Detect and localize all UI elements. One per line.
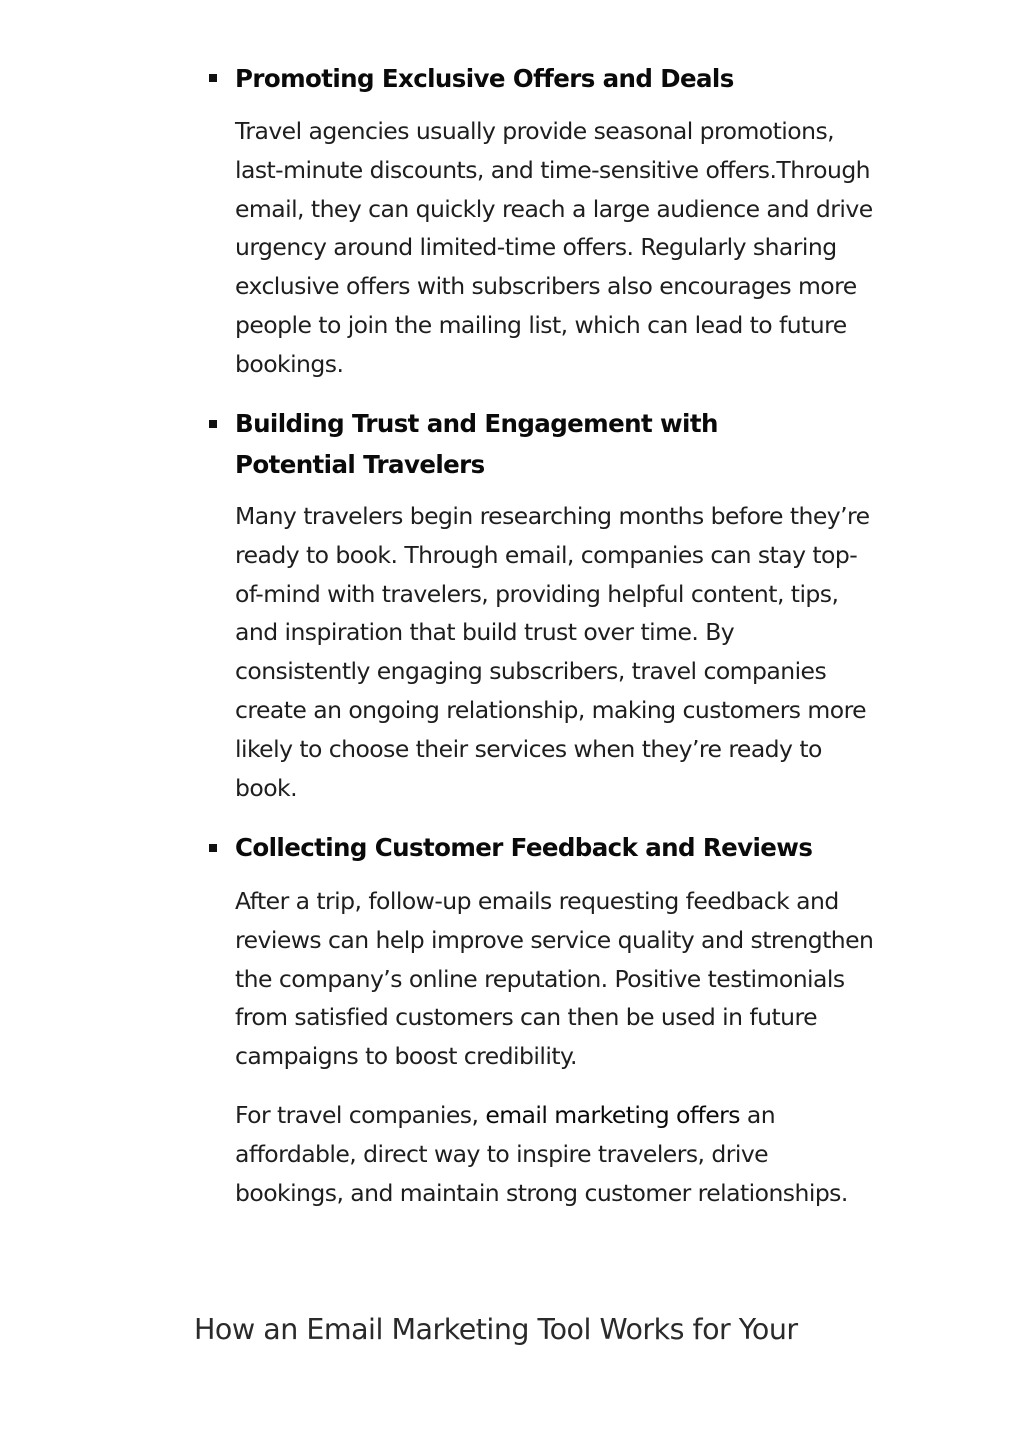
square-bullet-icon: [209, 74, 217, 82]
list-item-body: Travel agencies usually provide seasonal promotions, last-minute discounts, and time-sensitive offers.Through email, they can quickly reach a large audience and drive urgency around limited-time offers. Regularly sharing exclusive offers with subscribers also encourages more people to join the mailing list, which can lead to future bookings.: [235, 117, 873, 378]
list-item-heading: Collecting Customer Feedback and Reviews: [235, 833, 813, 862]
closing-prefix: For travel companies,: [235, 1101, 486, 1129]
list-item-heading: Building Trust and Engagement with Potential Travelers: [235, 409, 718, 479]
list-item-body: After a trip, follow-up emails requesting feedback and reviews can help improve service quality and strengthen the company’s online reputation. Positive testimonials from satisfied customers can then be used in future campaigns to boost credibility.: [235, 887, 874, 1071]
email-marketing-link[interactable]: email marketing offers: [485, 1101, 740, 1129]
square-bullet-icon: [209, 844, 217, 852]
list-item-body: Many travelers begin researching months before they’re ready to book. Through email, companies can stay top-of-mind with travelers, providing helpful content, tips, and inspiration that build trust over time. By consistently engaging subscribers, travel companies create an ongoing relationship, making customers more likely to choose their services when they’re ready to book.: [235, 502, 870, 802]
list-item-heading: Promoting Exclusive Offers and Deals: [235, 64, 734, 93]
closing-suffix: an affordable, direct way to inspire travelers, drive bookings, and maintain strong customer relationships.: [235, 1101, 848, 1207]
section-heading: How an Email Marketing Tool Works for Your: [194, 1313, 798, 1346]
closing-paragraph: [235, 1096, 875, 1212]
square-bullet-icon: [209, 420, 217, 428]
